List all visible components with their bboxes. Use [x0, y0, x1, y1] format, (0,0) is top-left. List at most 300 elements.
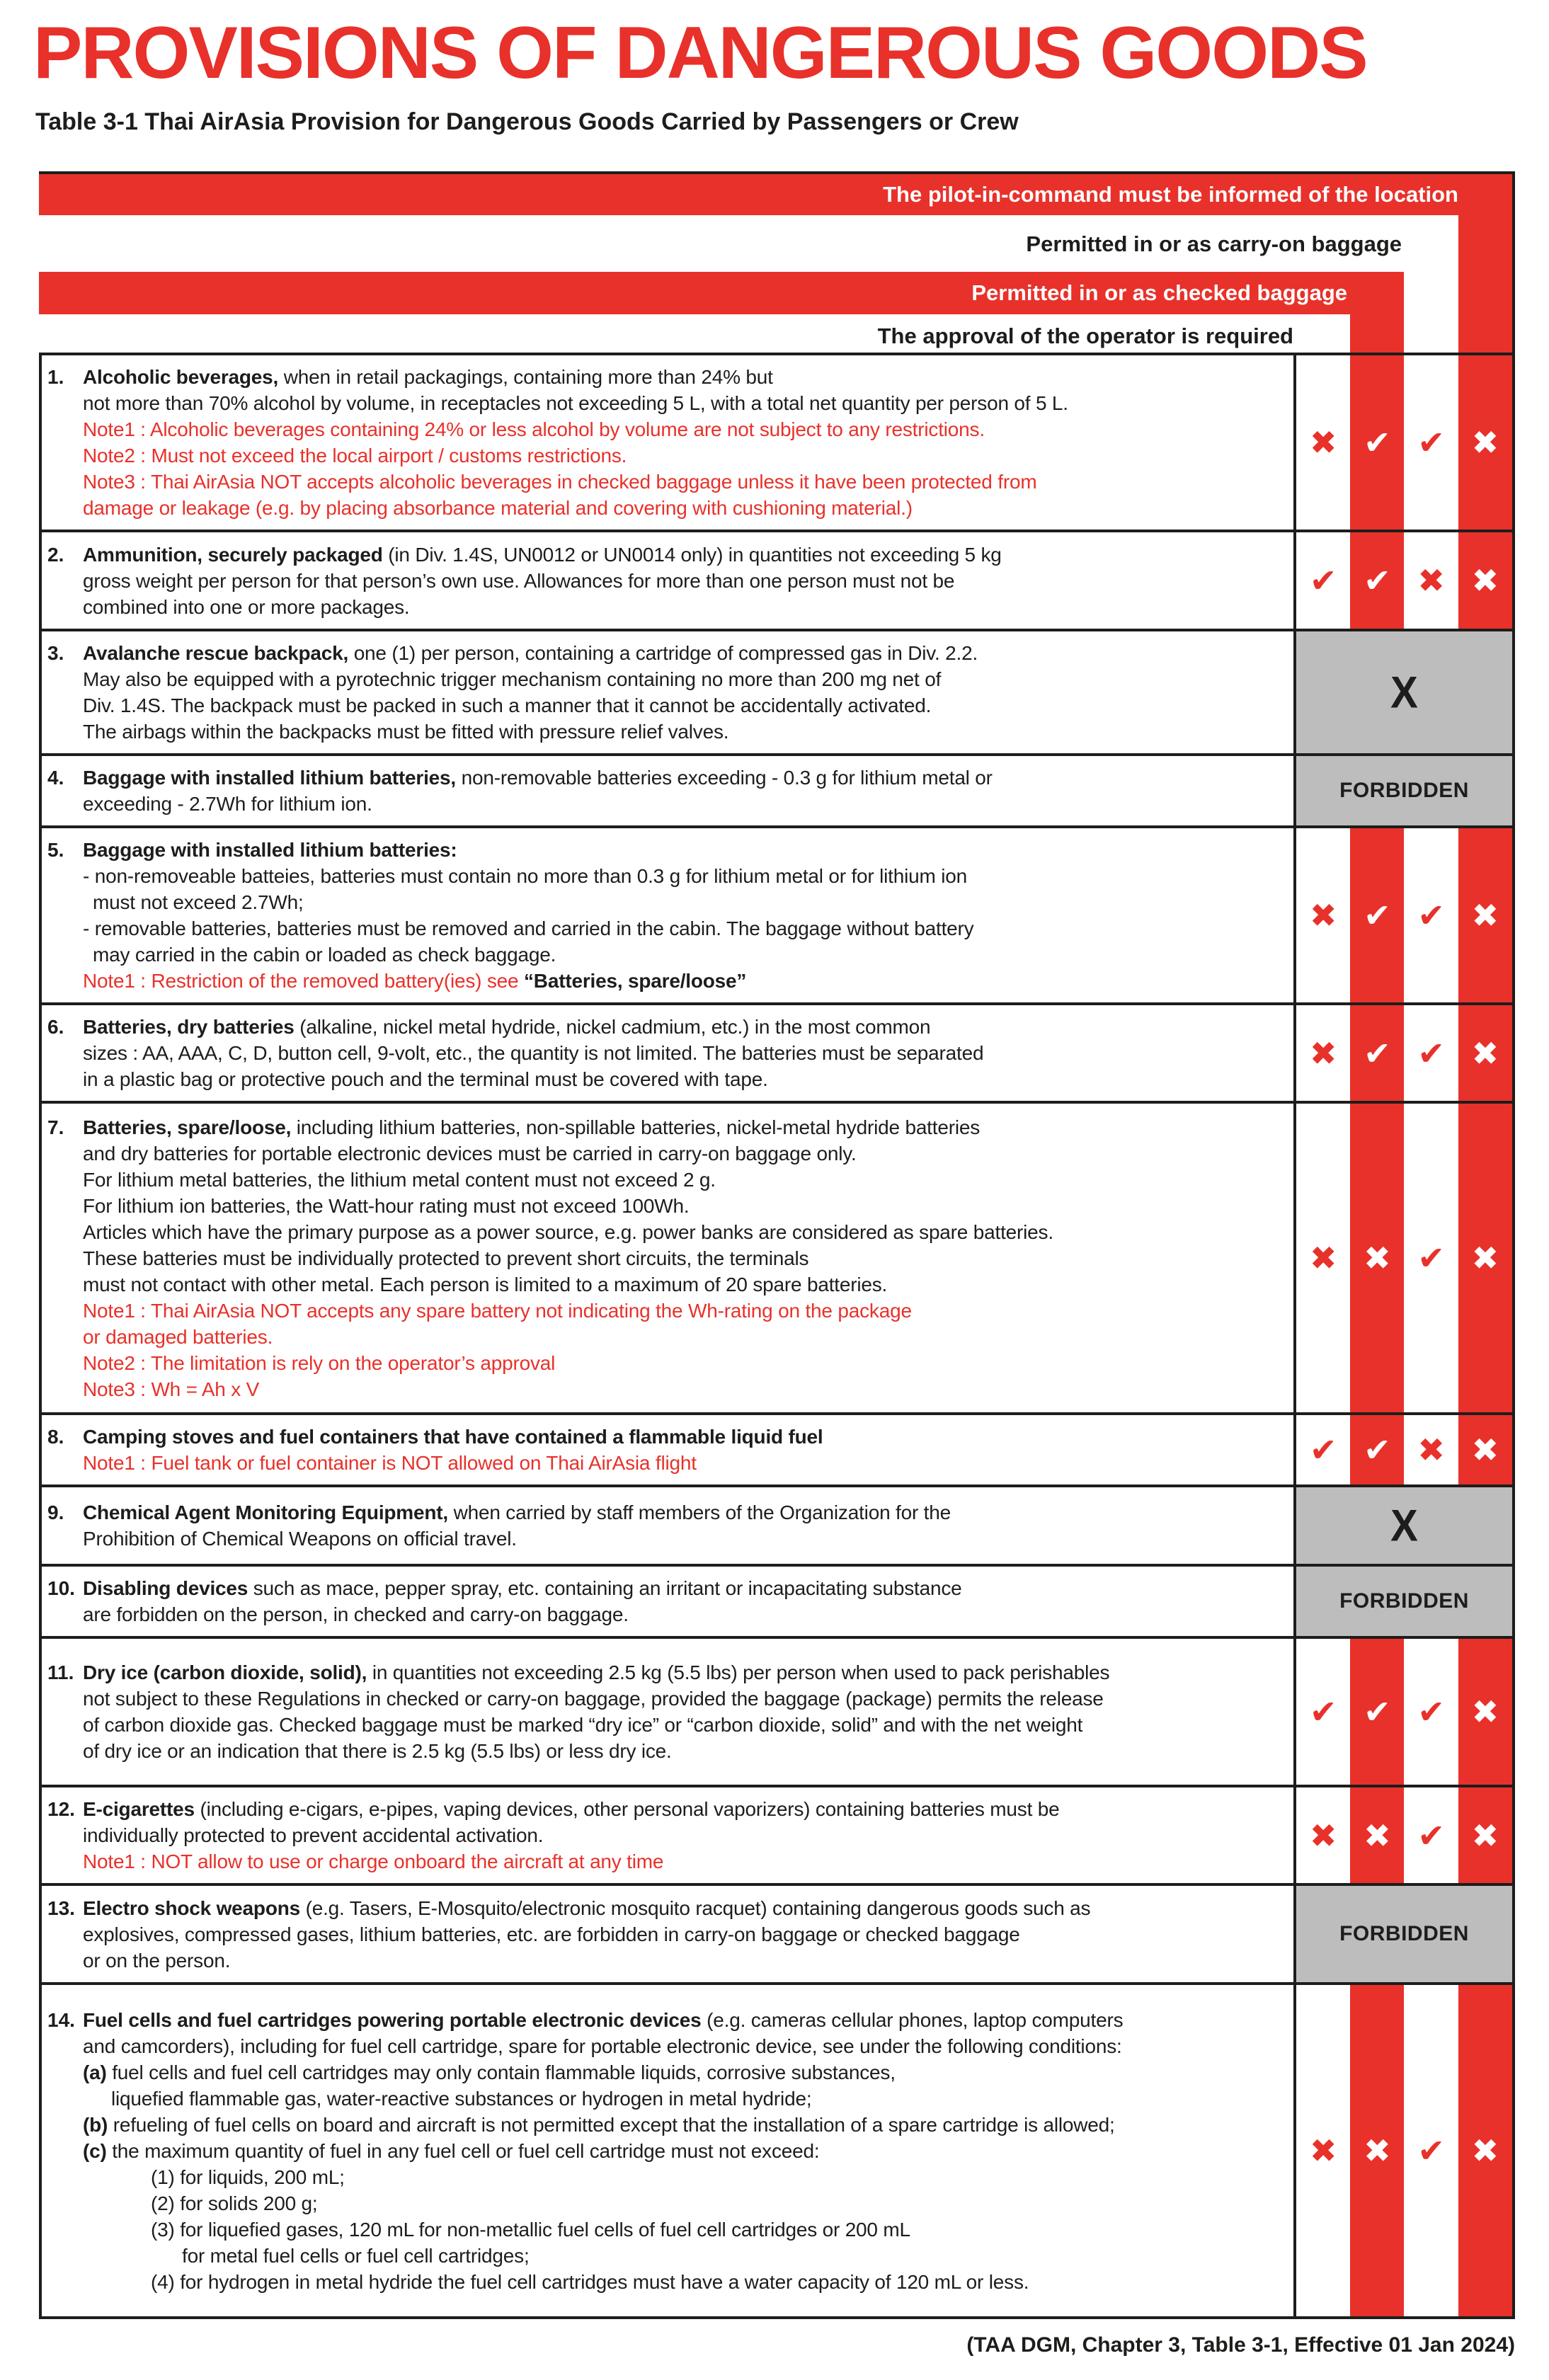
item-text [83, 765, 1284, 817]
item-text [83, 1424, 1284, 1476]
item-text-line [83, 495, 1284, 521]
item-text-line [83, 1014, 1284, 1040]
item [47, 1659, 1284, 1764]
forbidden-cell [1296, 1886, 1512, 1982]
item-text-line [83, 719, 1284, 745]
check-mark-icon: ✔ [1417, 1034, 1445, 1072]
item-text-line [83, 915, 1284, 942]
item-text [83, 1499, 1284, 1552]
description-text: are forbidden on the person, in checked and carry-on baggage. [83, 1603, 629, 1625]
cross-mark-icon: ✖ [1471, 561, 1499, 600]
item [47, 1114, 1284, 1402]
description-text: - removable batteries, batteries must be removed and carried in the cabin. The baggage without battery [83, 917, 974, 939]
item-number: 4. [47, 767, 64, 789]
description-text: one (1) per person, containing a cartridge of compressed gas in Div. 2.2. [348, 642, 978, 664]
header-bar-operator-approval [39, 320, 1350, 353]
permission-column-4 [1458, 828, 1512, 1002]
description-text: - non-removeable batteies, batteries must contain no more than 0.3 g for lithium metal or for lithium ion [83, 865, 967, 887]
cross-mark-icon: ✖ [1309, 423, 1337, 462]
description-text: Baggage with installed lithium batteries: [83, 839, 457, 861]
header-label: The approval of the operator is required [877, 324, 1293, 348]
item-text-line [83, 2112, 1284, 2138]
note-text: Note1 : Alcoholic beverages containing 24% or less alcohol by volume are not subject to any restrictions. [83, 418, 985, 440]
table-header [39, 171, 1515, 353]
item-number: 5. [47, 839, 64, 861]
item [47, 837, 1284, 994]
item-description-cell [42, 1886, 1296, 1982]
permission-column-1 [1296, 828, 1350, 1002]
item [47, 1895, 1284, 1974]
item-text [83, 1114, 1284, 1402]
item-text [83, 1796, 1284, 1875]
permission-column-4 [1458, 1415, 1512, 1484]
item-description-cell [42, 1415, 1296, 1484]
description-text: Fuel cells and fuel cartridges powering portable electronic devices [83, 2008, 702, 2031]
note-text: Note2 : The limitation is rely on the operator’s approval [83, 1351, 556, 1374]
description-text: Electro shock weapons [83, 1896, 301, 1919]
description-text: (a) [83, 2061, 107, 2083]
description-text: individually protected to prevent accidental activation. [83, 1824, 544, 1846]
permission-column-3 [1405, 828, 1458, 1002]
item-text-line [83, 2269, 1284, 2295]
description-text: of carbon dioxide gas. Checked baggage must be marked “dry ice” or “carbon dioxide, solid” and with the net weight [83, 1714, 1083, 1736]
item-description-cell [42, 631, 1296, 753]
description-text: (including e-cigars, e-pipes, vaping devices, other personal vaporizers) containing batteries must be [194, 1798, 1060, 1820]
item [47, 542, 1284, 620]
item-text [83, 640, 1284, 745]
permission-column-1 [1296, 1985, 1350, 2316]
description-text: These batteries must be individually protected to prevent short circuits, the terminals [83, 1247, 809, 1269]
permission-column-3 [1405, 1639, 1458, 1785]
table-right-border [1512, 171, 1515, 2319]
description-text: (1) for liquids, 200 mL; [151, 2166, 345, 2188]
permission-column-1 [1296, 1639, 1350, 1785]
item-description-cell [42, 1005, 1296, 1101]
cross-mark-icon: ✖ [1471, 1816, 1499, 1855]
description-text: including lithium batteries, non-spillable batteries, nickel-metal hydride batteries [291, 1116, 981, 1138]
item-text-line [83, 1140, 1284, 1167]
item-text-line [83, 2007, 1284, 2033]
cross-mark-icon: ✖ [1471, 1431, 1499, 1469]
description-text: Batteries, dry batteries [83, 1016, 295, 1038]
item-text-line [83, 2164, 1284, 2190]
permission-marks-cell [1296, 1787, 1512, 1883]
item-text-line [83, 2138, 1284, 2164]
permission-column-1 [1296, 1104, 1350, 1412]
check-mark-icon: ✔ [1364, 561, 1391, 600]
item-text-line [83, 1686, 1284, 1712]
item-text-line [83, 666, 1284, 692]
header-label: Permitted in or as checked baggage [971, 280, 1347, 305]
item-description-cell [42, 1639, 1296, 1785]
permission-marks-cell [1296, 1005, 1512, 1101]
check-mark-icon: ✔ [1364, 1431, 1391, 1469]
table-row [42, 1415, 1512, 1487]
description-text: not subject to these Regulations in checked or carry-on baggage, provided the baggage (package) permits the release [83, 1688, 1104, 1710]
permission-column-2 [1350, 1415, 1404, 1484]
description-text: Camping stoves and fuel containers that have contained a flammable liquid fuel [83, 1426, 823, 1448]
item-number: 14. [47, 2008, 75, 2031]
note-text: Note2 : Must not exceed the local airport / customs restrictions. [83, 445, 627, 467]
item-text-line [83, 1298, 1284, 1324]
item-description-cell [42, 1985, 1296, 2316]
description-text: (e.g. Tasers, E-Mosquito/electronic mosquito racquet) containing dangerous goods such as [300, 1896, 1091, 1919]
item-text-line [83, 1114, 1284, 1140]
description-text: and camcorders), including for fuel cell cartridge, spare for portable electronic device, see under the following conditions: [83, 2035, 1122, 2057]
item-description-cell [42, 756, 1296, 825]
note-text: or damaged batteries. [83, 1325, 273, 1348]
description-text: (in Div. 1.4S, UN0012 or UN0014 only) in quantities not exceeding 5 kg [382, 543, 1002, 566]
description-text: Articles which have the primary purpose as a power source, e.g. power banks are considered as spare batteries. [83, 1220, 1053, 1243]
permission-column-4 [1458, 1639, 1512, 1785]
cross-mark-icon: ✖ [1417, 561, 1445, 600]
table-row [42, 532, 1512, 631]
permission-column-4 [1458, 1104, 1512, 1412]
item-text-line [83, 942, 1284, 968]
description-text: E-cigarettes [83, 1798, 195, 1820]
black-cross-icon: X [1390, 667, 1418, 718]
description-text: (e.g. cameras cellular phones, laptop computers [701, 2008, 1124, 2031]
cross-mark-icon: ✖ [1417, 1431, 1445, 1469]
table-caption: Table 3-1 Thai AirAsia Provision for Dangerous Goods Carried by Passengers or Crew [35, 108, 1019, 135]
check-mark-icon: ✔ [1417, 2132, 1445, 2170]
permission-marks-cell [1296, 1415, 1512, 1484]
description-text: must not exceed 2.7Wh; [93, 891, 304, 913]
item [47, 2007, 1284, 2295]
note-text: Note1 : Fuel tank or fuel container is NOT allowed on Thai AirAsia flight [83, 1452, 697, 1474]
cross-mark-icon: ✖ [1309, 2132, 1337, 2170]
permission-column-4 [1458, 1005, 1512, 1101]
item-number: 13. [47, 1896, 75, 1919]
item-text-line [83, 1712, 1284, 1738]
description-text: for metal fuel cells or fuel cell cartridges; [182, 2244, 530, 2267]
black-cross-icon: X [1390, 1500, 1418, 1551]
item-text-line [83, 568, 1284, 594]
permission-column-3 [1405, 1415, 1458, 1484]
item-text-line [83, 1245, 1284, 1271]
item-description-cell [42, 1487, 1296, 1564]
item-text-line [83, 1324, 1284, 1350]
item-text-line [83, 1450, 1284, 1476]
description-text: For lithium metal batteries, the lithium metal content must not exceed 2 g. [83, 1168, 716, 1191]
item-number: 1. [47, 366, 64, 388]
item-text-line [83, 390, 1284, 416]
dangerous-goods-table [39, 171, 1515, 2319]
item-description-cell [42, 1787, 1296, 1883]
permission-column-1 [1296, 532, 1350, 629]
item-text-line [83, 1947, 1284, 1974]
permission-marks-cell [1296, 1639, 1512, 1785]
permission-column-2 [1350, 1985, 1404, 2316]
description-text: gross weight per person for that person’s own use. Allowances for more than one person must not be [83, 569, 955, 592]
table-row [42, 756, 1512, 828]
description-text: For lithium ion batteries, the Watt-hour rating must not exceed 100Wh. [83, 1194, 690, 1217]
item-text-line [83, 364, 1284, 390]
permission-column-2 [1350, 1104, 1404, 1412]
forbidden-cell [1296, 756, 1512, 825]
cross-mark-icon: ✖ [1309, 1816, 1337, 1855]
permission-column-4 [1458, 1787, 1512, 1883]
item-text-line [83, 1219, 1284, 1245]
item [47, 1424, 1284, 1476]
item-text [83, 364, 1284, 521]
cross-mark-icon: ✖ [1364, 1816, 1391, 1855]
page-title: PROVISIONS OF DANGEROUS GOODS [33, 12, 1367, 94]
check-mark-icon: ✔ [1364, 1034, 1391, 1072]
item-text-line [83, 416, 1284, 442]
permission-column-1 [1296, 1787, 1350, 1883]
description-text: Dry ice (carbon dioxide, solid), [83, 1661, 367, 1683]
cross-mark-icon: ✖ [1309, 1239, 1337, 1277]
check-mark-icon: ✔ [1309, 561, 1337, 600]
description-text: Batteries, spare/loose, [83, 1116, 292, 1138]
cross-mark-icon: ✖ [1471, 1239, 1499, 1277]
permission-column-4 [1458, 532, 1512, 629]
note-text: Note1 : Thai AirAsia NOT accepts any spare battery not indicating the Wh-rating on the package [83, 1299, 912, 1322]
item-text-line [83, 1376, 1284, 1402]
description-text: Alcoholic beverages, [83, 366, 279, 388]
table-row [42, 1005, 1512, 1104]
item-text-line [83, 2190, 1284, 2216]
item-text-line [83, 469, 1284, 495]
check-mark-icon: ✔ [1417, 423, 1445, 462]
table-row [42, 1487, 1512, 1567]
permission-column-3 [1405, 1985, 1458, 2316]
description-text: (alkaline, nickel metal hydride, nickel cadmium, etc.) in the most common [294, 1016, 931, 1038]
cross-mark-icon: ✖ [1309, 896, 1337, 934]
permission-marks-cell [1296, 828, 1512, 1002]
permission-column-2 [1350, 532, 1404, 629]
note-text: damage or leakage (e.g. by placing absorbance material and covering with cushioning material.) [83, 497, 913, 519]
description-text: refueling of fuel cells on board and aircraft is not permitted except that the installation of a spare cartridge is allowed; [108, 2113, 1115, 2136]
item-number: 6. [47, 1016, 64, 1038]
item-text-line [83, 1575, 1284, 1601]
permission-column-3 [1405, 1005, 1458, 1101]
note-text: Note3 : Thai AirAsia NOT accepts alcoholic beverages in checked baggage unless it have been protected from [83, 471, 1037, 493]
header-bar-carry-on [39, 224, 1458, 265]
permission-column-2 [1350, 1005, 1404, 1101]
description-text: (2) for solids 200 g; [151, 2192, 318, 2214]
item-description-cell [42, 1567, 1296, 1636]
header-label: The pilot-in-command must be informed of the location [883, 182, 1458, 207]
forbidden-label: FORBIDDEN [1339, 779, 1469, 802]
description-text: may carried in the cabin or loaded as check baggage. [93, 944, 556, 966]
item-text [83, 542, 1284, 620]
permission-column-3 [1405, 532, 1458, 629]
description-text: sizes : AA, AAA, C, D, button cell, 9-volt, etc., the quantity is not limited. The batteries must be separated [83, 1042, 984, 1064]
item-description-cell [42, 1104, 1296, 1412]
check-mark-icon: ✔ [1417, 1239, 1445, 1277]
description-text: liquefied flammable gas, water-reactive substances or hydrogen in metal hydride; [111, 2087, 812, 2110]
item [47, 364, 1284, 521]
item-text-line [83, 2216, 1284, 2243]
item-description-cell [42, 355, 1296, 530]
check-mark-icon: ✔ [1364, 896, 1391, 934]
item-text-line [83, 1167, 1284, 1193]
header-label: Permitted in or as carry-on baggage [1026, 231, 1402, 256]
description-text: (b) [83, 2113, 108, 2136]
description-text: in quantities not exceeding 2.5 kg (5.5 lbs) per person when used to pack perishables [367, 1661, 1110, 1683]
check-mark-icon: ✔ [1417, 1693, 1445, 1731]
note-text: Note1 : Restriction of the removed battery(ies) see [83, 970, 524, 992]
cross-mark-icon: ✖ [1471, 1034, 1499, 1072]
description-text: (4) for hydrogen in metal hydride the fuel cell cartridges must have a water capacity of 120 mL or less. [151, 2270, 1029, 2293]
description-text: of dry ice or an indication that there is 2.5 kg (5.5 lbs) or less dry ice. [83, 1740, 672, 1762]
permission-column-1 [1296, 355, 1350, 530]
description-text: (3) for liquefied gases, 120 mL for non-metallic fuel cells of fuel cell cartridges or 200 mL [151, 2218, 910, 2241]
item-description-cell [42, 828, 1296, 1002]
item-number: 12. [47, 1798, 75, 1820]
table-row [42, 1886, 1512, 1985]
forbidden-cell [1296, 1567, 1512, 1636]
description-text: non-removable batteries exceeding - 0.3 g for lithium metal or [456, 767, 993, 789]
item-text-line [83, 1350, 1284, 1376]
item-text [83, 1014, 1284, 1092]
item-number: 8. [47, 1426, 64, 1448]
item-text-line [83, 542, 1284, 568]
item-text-line [83, 1822, 1284, 1848]
permission-column-1 [1296, 1415, 1350, 1484]
description-text: or on the person. [83, 1949, 231, 1972]
item-text-line [83, 1895, 1284, 1921]
forbidden-label: FORBIDDEN [1339, 1589, 1469, 1613]
header-bar-pilot-informed [39, 171, 1515, 215]
table-row [42, 828, 1512, 1005]
item-text [83, 837, 1284, 994]
permission-column-2 [1350, 828, 1404, 1002]
note-text: Note3 : Wh = Ah x V [83, 1378, 260, 1400]
item-text-line [83, 791, 1284, 817]
cross-mark-icon: ✖ [1471, 896, 1499, 934]
table-row [42, 1787, 1512, 1886]
permission-marks-cell [1296, 355, 1512, 530]
table-body [39, 353, 1515, 2319]
item-text-line [83, 837, 1284, 863]
cross-mark-icon: ✖ [1364, 1239, 1391, 1277]
item-text [83, 1575, 1284, 1627]
item-text-line [83, 1601, 1284, 1627]
item-text-line [83, 2086, 1284, 2112]
permission-marks-cell [1296, 532, 1512, 629]
cross-mark-icon: ✖ [1471, 1693, 1499, 1731]
description-text: Ammunition, securely packaged [83, 543, 383, 566]
check-mark-icon: ✔ [1309, 1693, 1337, 1731]
permission-column-3 [1405, 1787, 1458, 1883]
table-row [42, 1639, 1512, 1787]
permission-column-2 [1350, 1639, 1404, 1785]
item-text-line [83, 2033, 1284, 2059]
description-text: not more than 70% alcohol by volume, in receptacles not exceeding 5 L, with a total net quantity per person of 5 L. [83, 392, 1068, 414]
description-text: in a plastic bag or protective pouch and the terminal must be covered with tape. [83, 1068, 768, 1090]
description-text: (c) [83, 2139, 107, 2162]
description-text: exceeding - 2.7Wh for lithium ion. [83, 793, 372, 815]
item-text-line [83, 1271, 1284, 1298]
permission-column-4 [1458, 1985, 1512, 2316]
table-row [42, 1985, 1512, 2316]
item-text-line [83, 1499, 1284, 1526]
description-text: explosives, compressed gases, lithium batteries, etc. are forbidden in carry-on baggage or checked baggage [83, 1923, 1020, 1945]
item-description-cell [42, 532, 1296, 629]
item-text-line [83, 1738, 1284, 1764]
item-text-line [83, 863, 1284, 889]
item [47, 640, 1284, 745]
item [47, 765, 1284, 817]
description-text: such as mace, pepper spray, etc. containing an irritant or incapacitating substance [248, 1577, 962, 1599]
description-text: “Batteries, spare/loose” [524, 970, 747, 992]
item-text-line [83, 765, 1284, 791]
permission-column-4 [1458, 355, 1512, 530]
item-text-line [83, 442, 1284, 469]
item-number: 2. [47, 543, 64, 566]
item-text-line [83, 1040, 1284, 1066]
forbidden-label: FORBIDDEN [1339, 1922, 1469, 1945]
description-text: Chemical Agent Monitoring Equipment, [83, 1501, 448, 1523]
description-text: Avalanche rescue backpack, [83, 642, 349, 664]
item-text [83, 1659, 1284, 1764]
check-mark-icon: ✔ [1364, 423, 1391, 462]
cross-mark-icon: ✖ [1471, 423, 1499, 462]
cross-mark-icon: ✖ [1471, 2132, 1499, 2170]
item-text-line [83, 1526, 1284, 1552]
permission-column-1 [1296, 1005, 1350, 1101]
item-number: 3. [47, 642, 64, 664]
item-text-line [83, 1921, 1284, 1947]
source-reference: (TAA DGM, Chapter 3, Table 3-1, Effective 01 Jan 2024) [966, 2333, 1515, 2357]
item-number: 9. [47, 1501, 64, 1523]
permission-column-2 [1350, 355, 1404, 530]
cross-mark-icon: ✖ [1309, 1034, 1337, 1072]
check-mark-icon: ✔ [1309, 1431, 1337, 1469]
cross-mark-icon: ✖ [1364, 2132, 1391, 2170]
check-mark-icon: ✔ [1417, 1816, 1445, 1855]
permission-column-2 [1350, 1787, 1404, 1883]
table-row [42, 1567, 1512, 1639]
item-text-line [83, 1659, 1284, 1686]
item-text-line [83, 2059, 1284, 2086]
item-text-line [83, 1066, 1284, 1092]
description-text: Div. 1.4S. The backpack must be packed in such a manner that it cannot be accidentally activated. [83, 694, 932, 716]
item-text [83, 1895, 1284, 1974]
item-text-line [83, 1796, 1284, 1822]
item-number: 10. [47, 1577, 75, 1599]
forbidden-cell [1296, 1487, 1512, 1564]
item-text-line [83, 2243, 1284, 2269]
item-number: 7. [47, 1116, 64, 1138]
item [47, 1014, 1284, 1092]
item-text-line [83, 1424, 1284, 1450]
description-text: when in retail packagings, containing more than 24% but [278, 366, 773, 388]
description-text: The airbags within the backpacks must be fitted with pressure relief valves. [83, 721, 729, 743]
check-mark-icon: ✔ [1364, 1693, 1391, 1731]
header-bar-checked-baggage [39, 272, 1404, 314]
permission-column-3 [1405, 1104, 1458, 1412]
item-text [83, 2007, 1284, 2295]
description-text: Disabling devices [83, 1577, 248, 1599]
item-text-line [83, 1193, 1284, 1219]
item-text-line [83, 1848, 1284, 1875]
forbidden-cell [1296, 631, 1512, 753]
item-text-line [83, 640, 1284, 666]
description-text: and dry batteries for portable electronic devices must be carried in carry-on baggage only. [83, 1142, 857, 1165]
item-text-line [83, 692, 1284, 719]
item-text-line [83, 594, 1284, 620]
description-text: when carried by staff members of the Organization for the [447, 1501, 951, 1523]
check-mark-icon: ✔ [1417, 896, 1445, 934]
description-text: combined into one or more packages. [83, 595, 410, 618]
permission-column-3 [1405, 355, 1458, 530]
table-row [42, 355, 1512, 532]
item-text-line [83, 889, 1284, 915]
